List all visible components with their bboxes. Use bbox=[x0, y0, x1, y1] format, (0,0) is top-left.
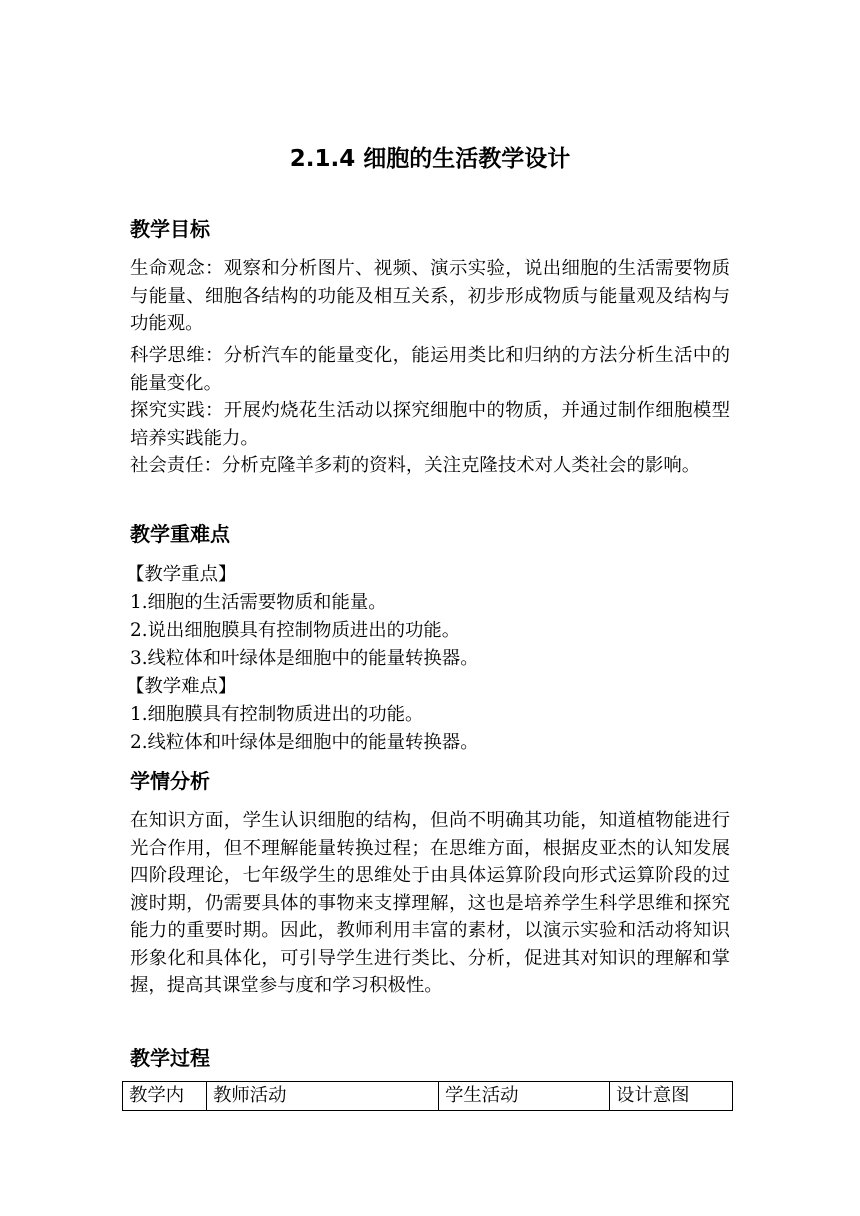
key-focus-item: 2.说出细胞膜具有控制物质进出的功能。 bbox=[130, 620, 461, 641]
process-heading: 教学过程 bbox=[130, 1046, 210, 1070]
column-header-content: 教学内 bbox=[123, 1082, 207, 1111]
key-focus-label: 【教学重点】 bbox=[126, 564, 237, 585]
document-title: 2.1.4 细胞的生活教学设计 bbox=[289, 146, 571, 172]
column-header-teacher: 教师活动 bbox=[207, 1082, 439, 1111]
key-difficulty-item: 1.细胞膜具有控制物质进出的功能。 bbox=[130, 704, 424, 725]
objective-item: 生命观念：观察和分析图片、视频、演示实验，说出细胞的生活需要物质与能量、细胞各结构的功能及相互关系，初步形成物质与能量观及结构与功能观。 bbox=[130, 258, 730, 334]
objective-item: 探究实践：开展灼烧花生活动以探究细胞中的物质，并通过制作细胞模型培养实践能力。 bbox=[130, 400, 730, 449]
key-difficulty-item: 2.线粒体和叶绿体是细胞中的能量转换器。 bbox=[130, 732, 479, 753]
analysis-heading: 学情分析 bbox=[130, 769, 210, 793]
process-table bbox=[122, 1081, 733, 1111]
key-difficulty-label: 【教学难点】 bbox=[126, 676, 237, 697]
table-header-row bbox=[123, 1082, 733, 1111]
column-header-intent: 设计意图 bbox=[610, 1082, 733, 1111]
column-header-student: 学生活动 bbox=[439, 1082, 610, 1111]
key-focus-item: 3.线粒体和叶绿体是细胞中的能量转换器。 bbox=[130, 648, 479, 669]
analysis-text: 在知识方面，学生认识细胞的结构，但尚不明确其功能，知道植物能进行光合作用，但不理解能量转换过程；在思维方面，根据皮亚杰的认知发展四阶段理论，七年级学生的思维处于由具体运算阶段向形式运算阶段的过渡时期，仍需要具体的事物来支撑理解，这也是培养学生科学思维和探究能力的重要时期。因此，教师利用丰富的素材，以演示实验和活动将知识形象化和具体化，可引导学生进行类比、分析，促进其对知识的理解和掌握，提高其课堂参与度和学习积极性。 bbox=[130, 810, 730, 996]
key-focus-item: 1.细胞的生活需要物质和能量。 bbox=[130, 592, 387, 613]
objectives-heading: 教学目标 bbox=[130, 217, 210, 241]
key-points-heading: 教学重难点 bbox=[130, 522, 230, 546]
objective-item: 社会责任：分析克隆羊多莉的资料，关注克隆技术对人类社会的影响。 bbox=[130, 455, 701, 476]
objective-item: 科学思维：分析汽车的能量变化，能运用类比和归纳的方法分析生活中的能量变化。 bbox=[130, 345, 730, 394]
